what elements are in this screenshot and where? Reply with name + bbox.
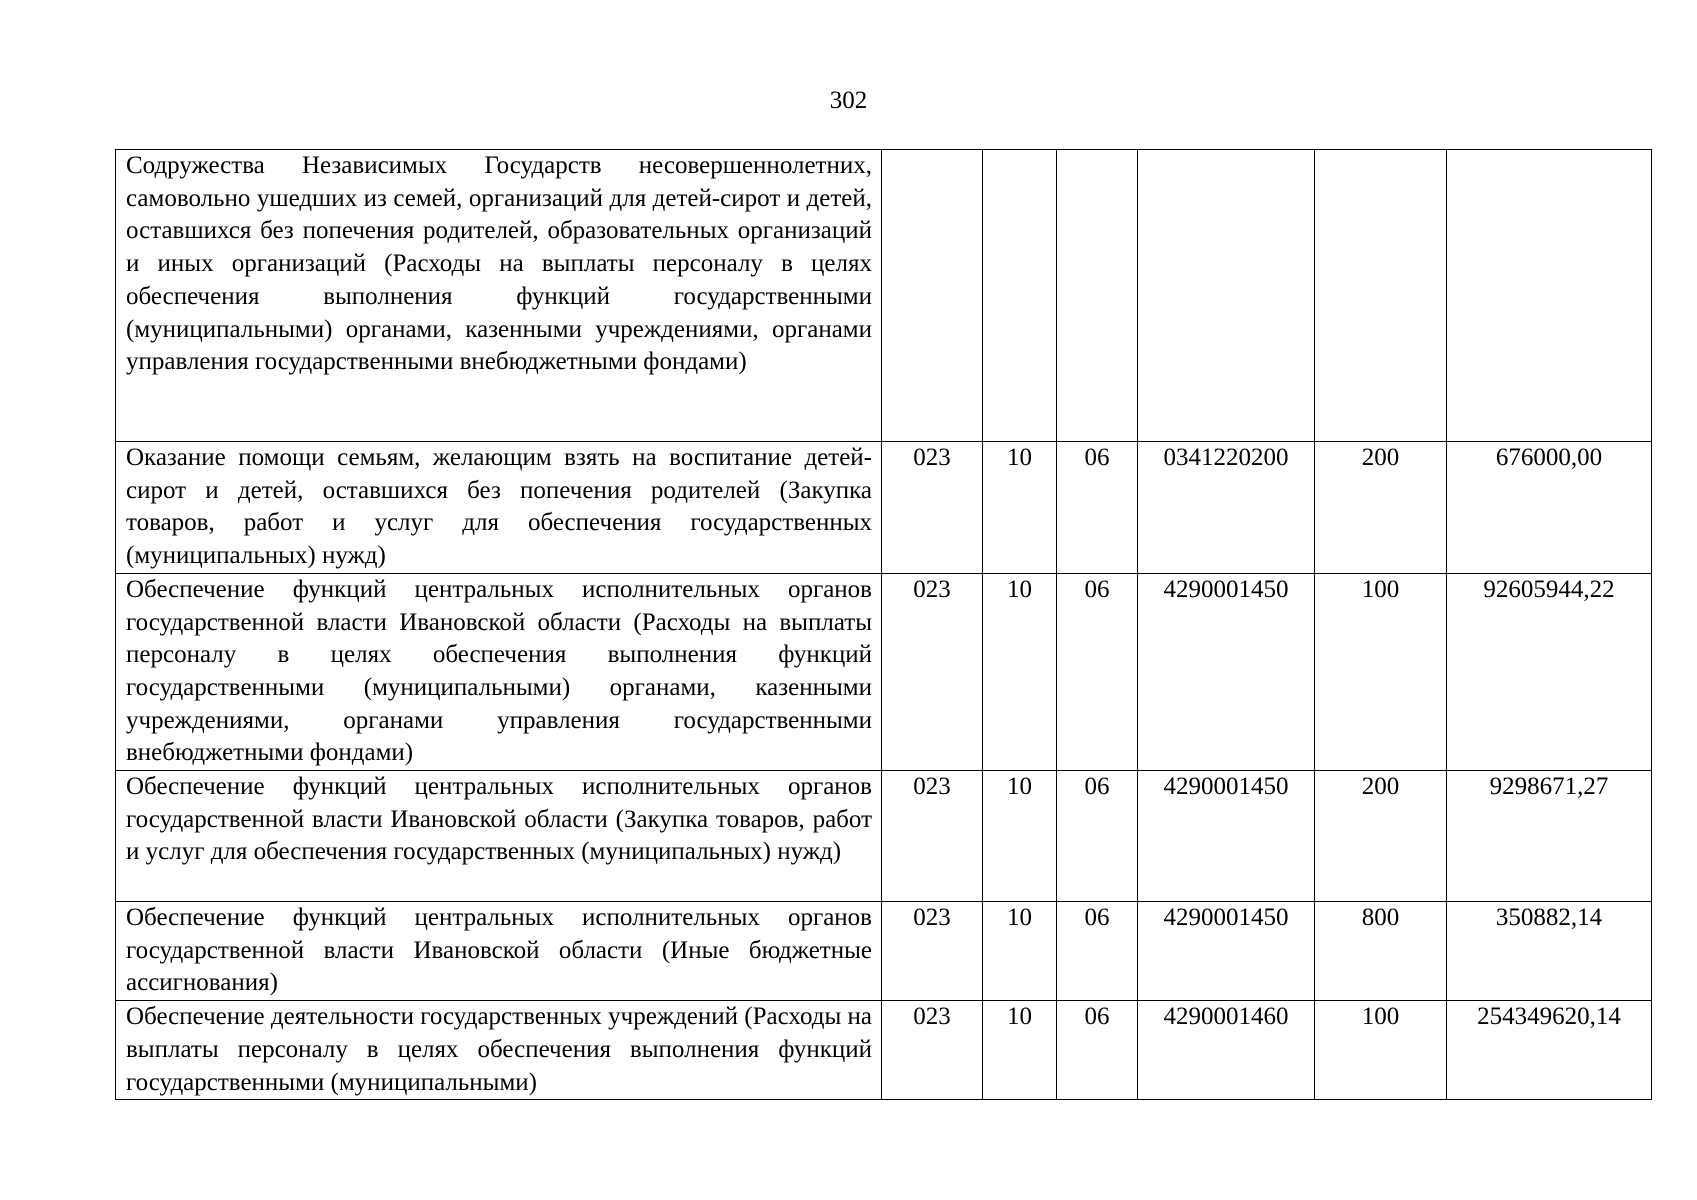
row-description: Обеспечение деятельности государственных учреждений (Расходы на выплаты персоналу в целях обеспечения выполнения функций государственными (муниципальными) bbox=[116, 1001, 882, 1100]
section-code: 10 bbox=[983, 1001, 1057, 1100]
row-description: Содружества Независимых Государств несовершеннолетних, самовольно ушедших из семей, организаций для детей-сирот и детей, оставшихся без попечения родителей, образовательных организаций и иных организаций (Расходы на выплаты персоналу в целях обеспечения выполнения функций государственными (муниципальными) органами, казенными учреждениями, органами управления государственными внебюджетными фондами) bbox=[116, 150, 882, 442]
amount: 350882,14 bbox=[1447, 902, 1652, 1001]
target-article-code: 4290001450 bbox=[1138, 573, 1315, 770]
row-description: Обеспечение функций центральных исполнительных органов государственной власти Ивановской области (Расходы на выплаты персоналу в целях обеспечения выполнения функций государственными (муниципальными) органами, казенными учреждениями, органами управления государственными внебюджетными фондами) bbox=[116, 573, 882, 770]
expense-type-code: 200 bbox=[1315, 771, 1447, 902]
amount: 92605944,22 bbox=[1447, 573, 1652, 770]
ministry-code bbox=[882, 150, 983, 442]
page-number: 302 bbox=[829, 87, 868, 114]
ministry-code: 023 bbox=[882, 442, 983, 574]
table-row bbox=[116, 771, 1652, 902]
target-article-code: 4290001450 bbox=[1138, 771, 1315, 902]
target-article-code bbox=[1138, 150, 1315, 442]
table-row bbox=[116, 1001, 1652, 1100]
subsection-code bbox=[1057, 150, 1138, 442]
section-code: 10 bbox=[983, 902, 1057, 1001]
expense-type-code: 200 bbox=[1315, 442, 1447, 574]
expense-type-code bbox=[1315, 150, 1447, 442]
table-row bbox=[116, 573, 1652, 770]
amount: 676000,00 bbox=[1447, 442, 1652, 574]
target-article-code: 0341220200 bbox=[1138, 442, 1315, 574]
table-row bbox=[116, 902, 1652, 1001]
target-article-code: 4290001460 bbox=[1138, 1001, 1315, 1100]
row-description: Обеспечение функций центральных исполнительных органов государственной власти Ивановской области (Закупка товаров, работ и услуг для обеспечения государственных (муниципальных) нужд) bbox=[116, 771, 882, 902]
amount: 9298671,27 bbox=[1447, 771, 1652, 902]
ministry-code: 023 bbox=[882, 1001, 983, 1100]
subsection-code: 06 bbox=[1057, 771, 1138, 902]
budget-table bbox=[115, 149, 1652, 1100]
ministry-code: 023 bbox=[882, 771, 983, 902]
row-description: Оказание помощи семьям, желающим взять на воспитание детей-сирот и детей, оставшихся без попечения родителей (Закупка товаров, работ и услуг для обеспечения государственных (муниципальных) нужд) bbox=[116, 442, 882, 574]
subsection-code: 06 bbox=[1057, 442, 1138, 574]
ministry-code: 023 bbox=[882, 902, 983, 1001]
table-row bbox=[116, 442, 1652, 574]
ministry-code: 023 bbox=[882, 573, 983, 770]
section-code: 10 bbox=[983, 771, 1057, 902]
subsection-code: 06 bbox=[1057, 573, 1138, 770]
target-article-code: 4290001450 bbox=[1138, 902, 1315, 1001]
section-code bbox=[983, 150, 1057, 442]
subsection-code: 06 bbox=[1057, 902, 1138, 1001]
section-code: 10 bbox=[983, 573, 1057, 770]
expense-type-code: 100 bbox=[1315, 573, 1447, 770]
amount bbox=[1447, 150, 1652, 442]
expense-type-code: 800 bbox=[1315, 902, 1447, 1001]
section-code: 10 bbox=[983, 442, 1057, 574]
table-row bbox=[116, 150, 1652, 442]
expense-type-code: 100 bbox=[1315, 1001, 1447, 1100]
row-description: Обеспечение функций центральных исполнительных органов государственной власти Ивановской области (Иные бюджетные ассигнования) bbox=[116, 902, 882, 1001]
amount: 254349620,14 bbox=[1447, 1001, 1652, 1100]
subsection-code: 06 bbox=[1057, 1001, 1138, 1100]
